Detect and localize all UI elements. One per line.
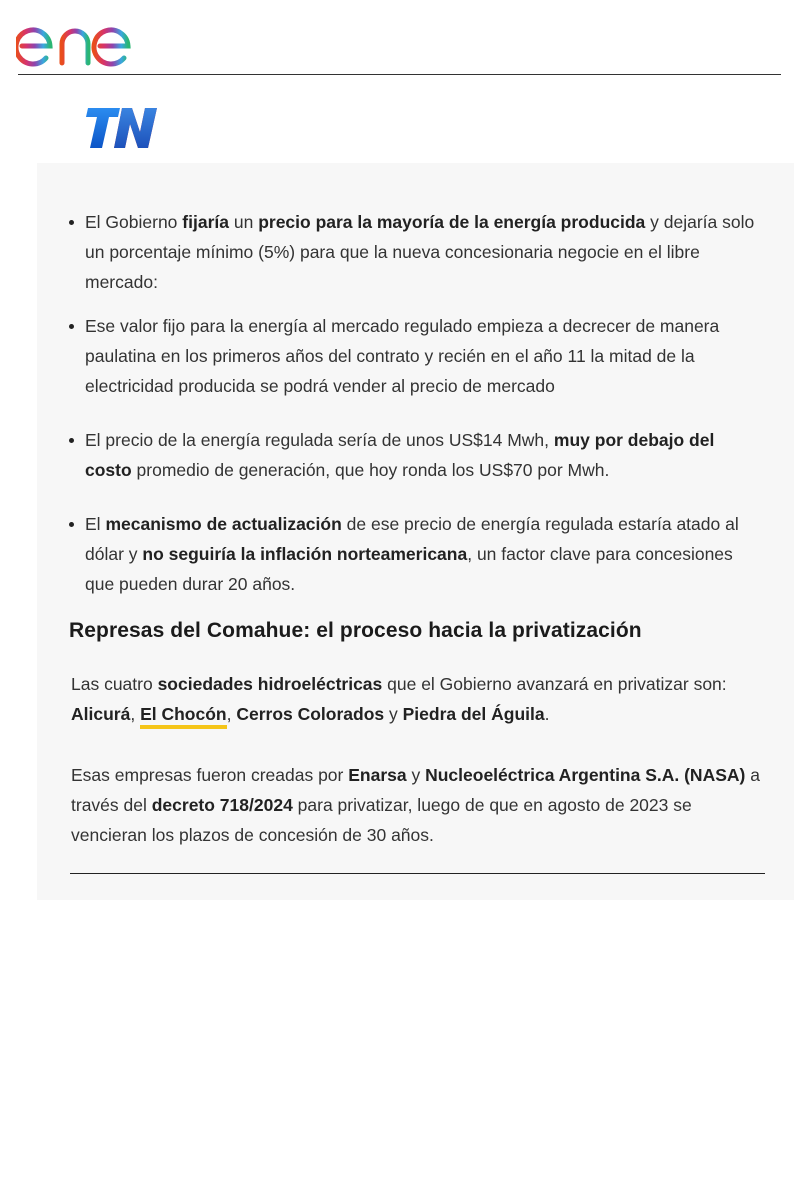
- bullet-text: El precio de la energía regulada sería de unos US$14 Mwh, muy por debajo del costo promedio de generación, que hoy ronda los US$70 por Mwh.: [85, 430, 715, 480]
- paragraph-dams: Las cuatro sociedades hidroeléctricas que el Gobierno avanzará en privatizar son: Alicurá, El Chocón, Cerros Colorados y Piedra del Águila.: [71, 669, 761, 729]
- bullet-text: Ese valor fijo para la energía al mercado regulado empieza a decrecer de manera paulatina en los primeros años del contrato y recién en el año 11 la mitad de la electricidad producida se podrá vender al precio de mercado: [85, 316, 720, 396]
- list-item: [85, 311, 755, 401]
- section-heading: Represas del Comahue: el proceso hacia la privatización: [69, 619, 642, 642]
- key-points-list: [85, 207, 755, 599]
- tn-logo[interactable]: [84, 108, 160, 152]
- article-body: [37, 163, 794, 900]
- list-item: [85, 425, 755, 485]
- enel-logo[interactable]: [16, 8, 172, 68]
- list-item: [85, 509, 755, 599]
- list-item: [85, 207, 755, 297]
- article-divider: [70, 873, 765, 874]
- el-chocon-link[interactable]: El Chocón: [140, 704, 227, 729]
- header-divider: [18, 74, 781, 75]
- paragraph-companies: Esas empresas fueron creadas por Enarsa y Nucleoeléctrica Argentina S.A. (NASA) a través del decreto 718/2024 para privatizar, luego de que en agosto de 2023 se vencieran los plazos de concesión de 30 años.: [71, 765, 760, 845]
- site-header: [0, 0, 800, 76]
- bullet-text: El Gobierno fijaría un precio para la mayoría de la energía producida y dejaría solo un porcentaje mínimo (5%) para que la nueva concesionaria negocie en el libre mercado:: [85, 212, 755, 292]
- bullet-text: El mecanismo de actualización de ese precio de energía regulada estaría atado al dólar y no seguiría la inflación norteamericana, un factor clave para concesiones que pueden durar 20 años.: [85, 514, 739, 594]
